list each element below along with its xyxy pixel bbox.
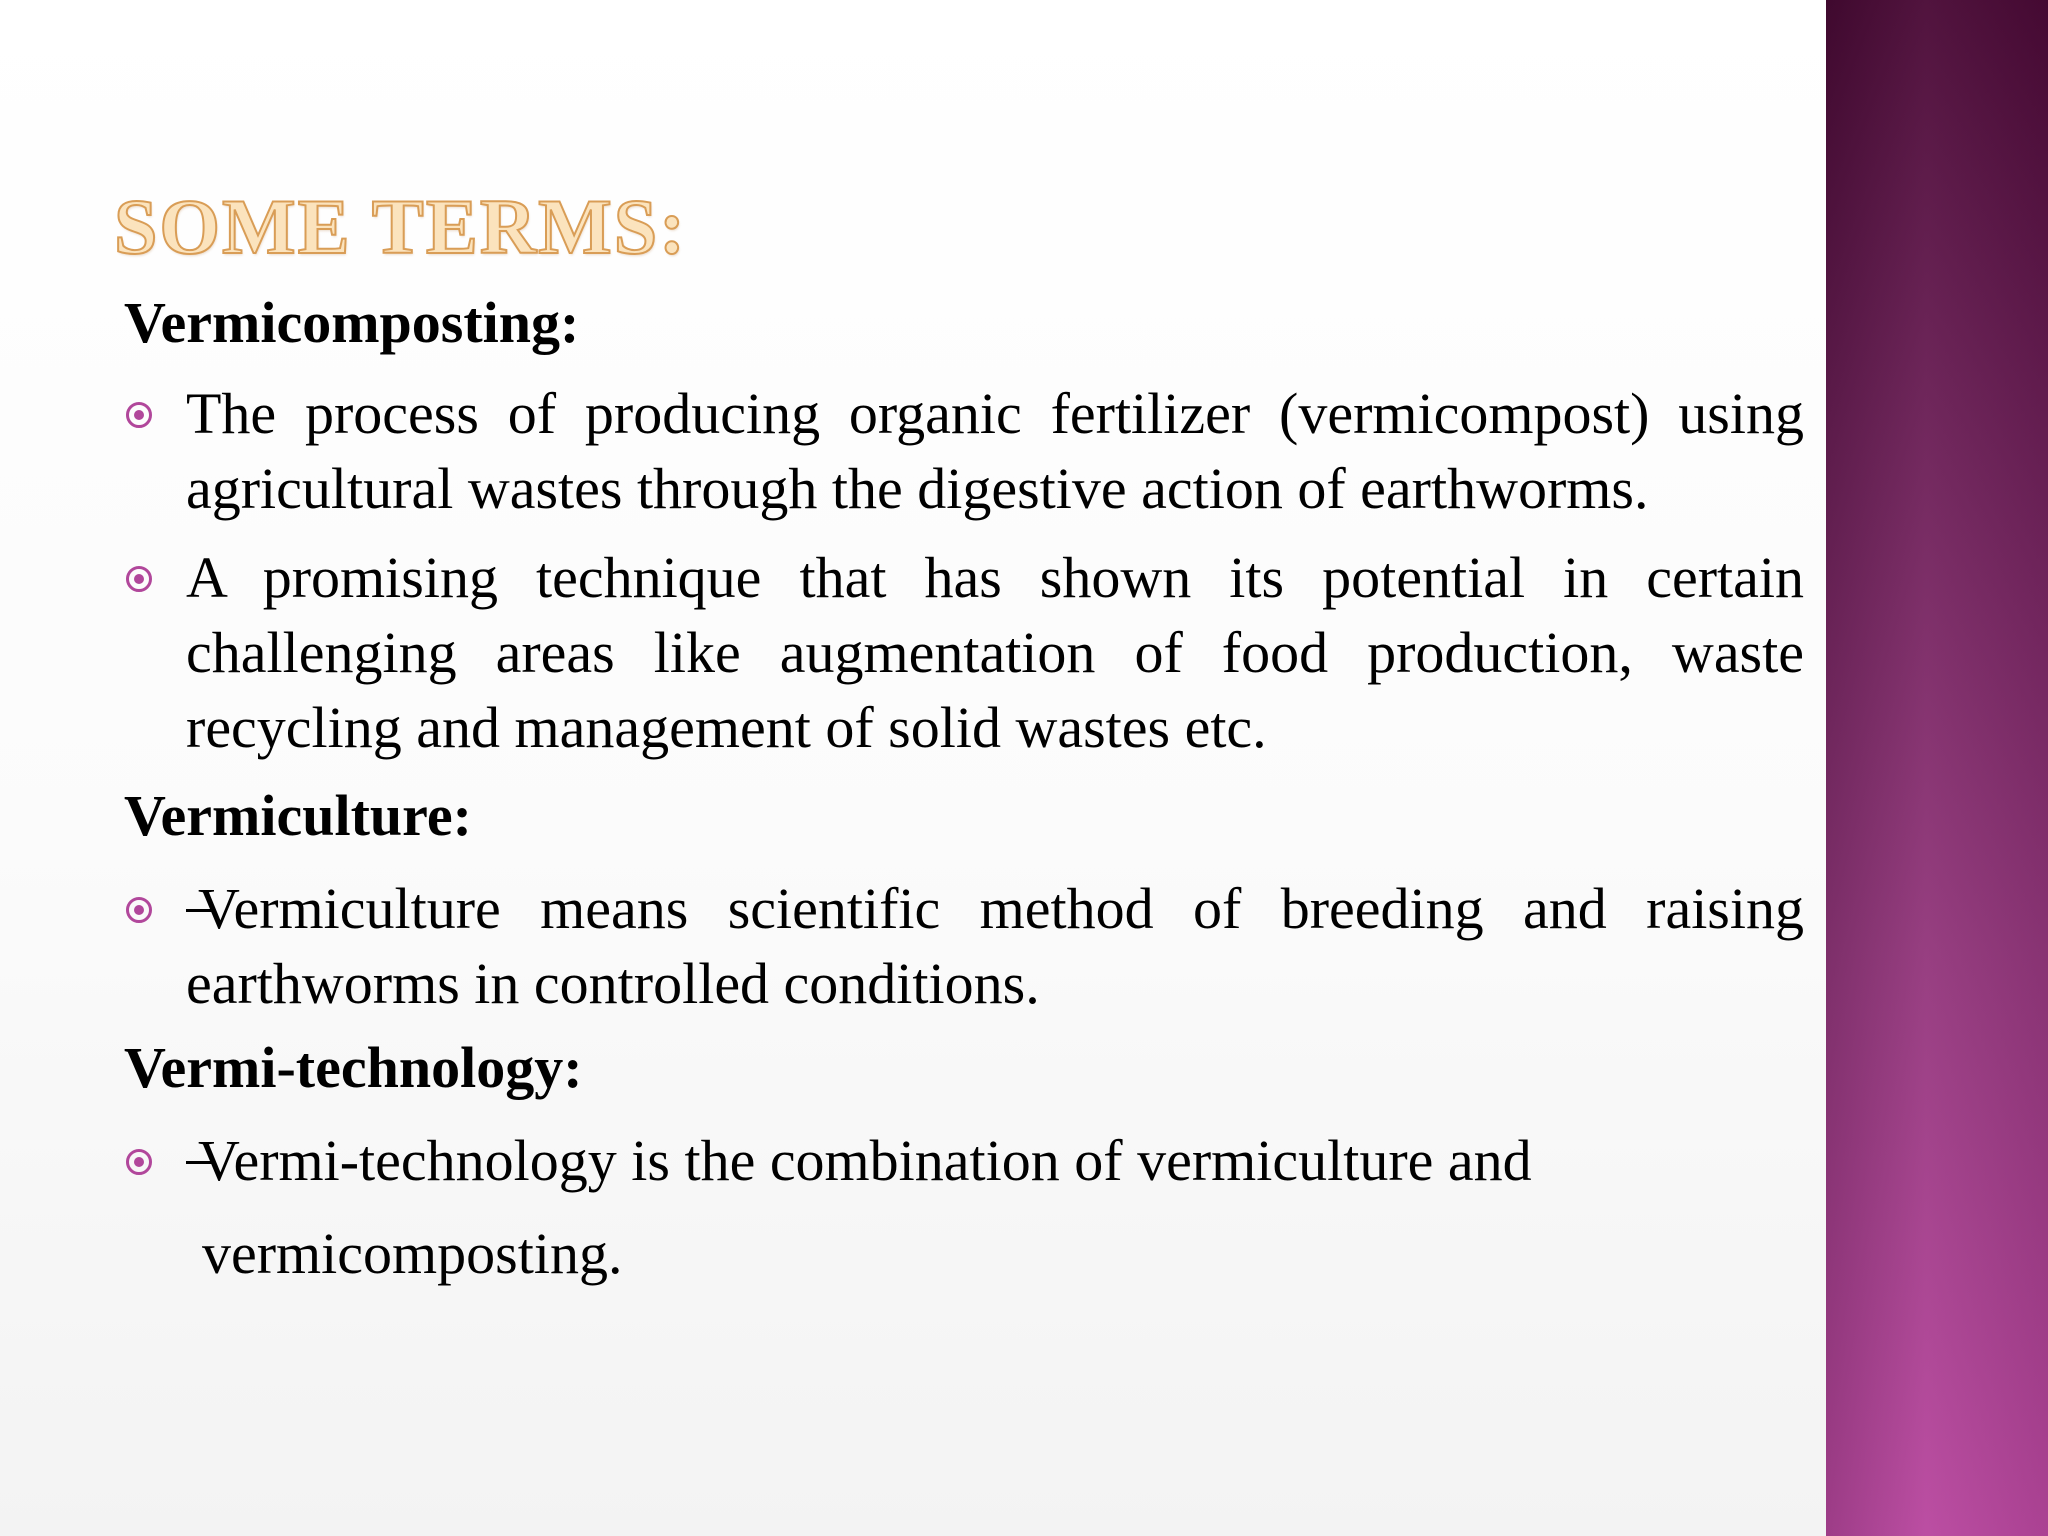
bullet-text: Vermi-technology is the combination of vermiculture and bbox=[198, 1128, 1532, 1193]
term-heading-vermi-technology: Vermi-technology: bbox=[124, 1035, 583, 1100]
bullet-item bbox=[124, 1123, 1804, 1291]
bullet-item bbox=[124, 871, 1804, 1021]
term-heading-vermicomposting: Vermicomposting: bbox=[124, 290, 580, 355]
slide-body bbox=[124, 290, 1804, 1291]
circled-dot-icon bbox=[126, 897, 152, 923]
slide-title: SOME TERMS: bbox=[114, 183, 688, 270]
side-band-sheen bbox=[1826, 0, 2048, 1536]
bullet-text-continuation: vermicomposting. bbox=[202, 1221, 623, 1286]
term-heading-vermiculture: Vermiculture: bbox=[124, 783, 472, 848]
decorative-side-band bbox=[1826, 0, 2048, 1536]
bullet-item bbox=[124, 376, 1804, 526]
bullet-text: Vermiculture means scientific method of breeding and raising earthworms in controlled conditions. bbox=[186, 876, 1804, 1016]
bullet-text: The process of producing organic fertilizer (vermicompost) using agricultural wastes through the digestive action of earthworms. bbox=[186, 381, 1804, 521]
bullet-text: A promising technique that has shown its potential in certain challenging areas like augmentation of food production, waste recycling and management of solid wastes etc. bbox=[186, 545, 1804, 760]
stray-dash-mark bbox=[186, 1161, 212, 1164]
stray-dash-mark bbox=[186, 909, 212, 912]
bullet-item bbox=[124, 540, 1804, 765]
circled-dot-icon bbox=[126, 402, 152, 428]
circled-dot-icon bbox=[126, 566, 152, 592]
circled-dot-icon bbox=[126, 1149, 152, 1175]
